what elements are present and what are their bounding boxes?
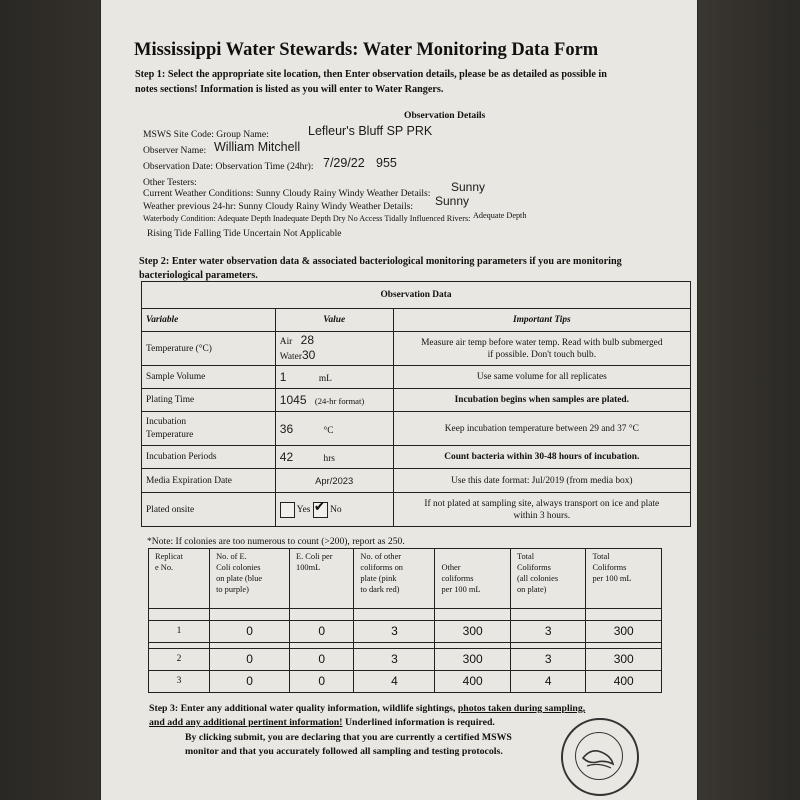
air-label: Air — [279, 336, 293, 347]
ecoli-colonies: 0 — [210, 671, 290, 693]
other-coliforms-per-100ml: 300 — [435, 621, 511, 643]
incubation-periods-label: Incubation Periods — [142, 446, 276, 469]
total-coliforms: 3 — [510, 621, 586, 643]
replicate-number: 2 — [149, 649, 210, 671]
no-label: No — [330, 504, 342, 515]
header-replicate: Replicat e No. — [149, 549, 210, 609]
waterbody-value: Adequate Depth — [473, 211, 527, 220]
media-expiration-value: Apr/2023 — [275, 469, 393, 493]
sample-volume-label: Sample Volume — [142, 366, 276, 389]
step3-line3: By clicking submit, you are declaring that you are currently a certified MSWS — [185, 732, 512, 743]
plated-onsite-tip-line1: If not plated at sampling site, always transport on ice and plate — [424, 498, 660, 509]
incubation-temp-label — [142, 412, 276, 446]
incubation-temp-unit: °C — [323, 425, 334, 436]
air-value: 28 — [300, 332, 314, 347]
temperature-tip-line2: if possible. Don't touch bulb. — [487, 349, 597, 360]
row-incubation-periods — [142, 446, 691, 469]
plating-time-number: 1045 — [279, 393, 307, 407]
ecoli-per-100ml: 0 — [290, 671, 354, 693]
temperature-label: Temperature (°C) — [142, 332, 276, 366]
other-coliforms-per-100ml: 400 — [435, 671, 511, 693]
header-other-coliforms: No. of other coliforms on plate (pink to dark red) — [354, 549, 435, 609]
header-ecoli-colonies: No. of E. Coli colonies on plate (blue to purple) — [210, 549, 290, 609]
observer-label: Observer Name: — [143, 145, 207, 156]
step3-line4: monitor and that you accurately followed all sampling and testing protocols. — [185, 746, 503, 757]
plated-onsite-value — [275, 493, 393, 527]
other-testers-label: Other Testers: — [143, 177, 197, 188]
colony-count-table — [148, 548, 662, 693]
incubation-periods-number: 42 — [279, 450, 294, 464]
total-coliforms: 3 — [510, 649, 586, 671]
temperature-tip-line1: Measure air temp before water temp. Read with bulb submerged — [421, 337, 663, 348]
no-checkbox[interactable] — [313, 498, 328, 518]
date-label: Observation Date: Observation Time (24hr): — [143, 161, 314, 172]
plated-onsite-label: Plated onsite — [142, 493, 276, 527]
step1-line1: Step 1: Select the appropriate site location, then Enter observation details, please be as detailed as possible in — [135, 69, 607, 80]
water-value: 30 — [301, 347, 316, 362]
colony-note: *Note: If colonies are too numerous to count (>200), report as 250. — [147, 536, 405, 547]
col-value: Value — [275, 309, 393, 332]
weather-prev-label: Weather previous 24-hr: Sunny Cloudy Rainy Windy Weather Details: — [143, 201, 414, 212]
colony-header-row — [149, 549, 662, 609]
ecoli-colonies: 0 — [210, 649, 290, 671]
background-right — [698, 0, 800, 800]
media-expiration-tip: Use this date format: Jul/2019 (from media box) — [393, 469, 690, 493]
paper-form — [101, 0, 697, 800]
time-value: 955 — [376, 156, 397, 170]
sample-volume-tip: Use same volume for all replicates — [393, 366, 690, 389]
ecoli-per-100ml: 0 — [290, 649, 354, 671]
background-left — [0, 0, 100, 800]
weather-current-value: Sunny — [451, 180, 486, 194]
sample-volume-value — [275, 366, 393, 389]
site-code-value: Lefleur's Bluff SP PRK — [308, 124, 433, 138]
media-expiration-label: Media Expiration Date — [142, 469, 276, 493]
form-title: Mississippi Water Stewards: Water Monitoring Data Form — [134, 40, 599, 60]
replicate-number: 1 — [149, 621, 210, 643]
table-row — [149, 671, 662, 693]
seal-emblem-icon — [561, 718, 635, 792]
sample-volume-number: 1 — [279, 370, 287, 384]
plating-time-value — [275, 389, 393, 412]
table-row — [149, 649, 662, 671]
incubation-periods-value — [275, 446, 393, 469]
incubation-temp-number: 36 — [279, 421, 294, 436]
total-coliforms: 4 — [510, 671, 586, 693]
header-total-coliforms-per-100ml: Total Coliforms per 100 mL — [586, 549, 662, 609]
total-coliforms-per-100ml: 300 — [586, 649, 662, 671]
yes-label: Yes — [296, 504, 311, 515]
header-other-coliforms-per-100ml: Other coliforms per 100 mL — [435, 549, 511, 609]
waterbody-label: Waterbody Condition: Adequate Depth Inadequate Depth Dry No Access Tidally Influenced Rivers: — [143, 214, 471, 223]
step3-line1: Step 3: Enter any additional water quality information, wildlife sightings, photos taken during sampling, — [149, 703, 586, 714]
row-incubation-temperature — [142, 412, 691, 446]
observer-value: William Mitchell — [214, 140, 301, 154]
header-ecoli-per-100ml: E. Coli per 100mL — [290, 549, 354, 609]
step1-line2: notes sections! Information is listed as you will enter to Water Rangers. — [135, 84, 444, 95]
row-temperature — [142, 332, 691, 366]
col-tips: Important Tips — [393, 309, 690, 332]
other-coliforms: 4 — [354, 671, 435, 693]
plating-time-label: Plating Time — [142, 389, 276, 412]
step2-line2: bacteriological parameters. — [139, 270, 258, 281]
total-coliforms-per-100ml: 400 — [586, 671, 662, 693]
plating-time-unit: (24-hr format) — [314, 396, 365, 406]
weather-current-label: Current Weather Conditions: Sunny Cloudy Rainy Windy Weather Details: — [143, 188, 431, 199]
incubation-temp-value — [275, 412, 393, 446]
sample-volume-unit: mL — [318, 374, 332, 384]
temperature-tip — [393, 332, 690, 366]
temperature-value — [275, 332, 393, 366]
observation-data-heading: Observation Data — [142, 282, 691, 309]
site-code-label: MSWS Site Code: Group Name: — [143, 129, 269, 140]
yes-checkbox[interactable] — [280, 502, 295, 518]
row-plating-time — [142, 389, 691, 412]
total-coliforms-per-100ml: 300 — [586, 621, 662, 643]
replicate-number: 3 — [149, 671, 210, 693]
ecoli-per-100ml: 0 — [290, 621, 354, 643]
checkmark-icon: ✔ — [313, 498, 326, 515]
other-coliforms-per-100ml: 300 — [435, 649, 511, 671]
observation-details-heading: Observation Details — [404, 110, 486, 121]
incubation-periods-tip: Count bacteria within 30-48 hours of incubation. — [393, 446, 690, 469]
incubation-temp-tip: Keep incubation temperature between 29 and 37 °C — [393, 412, 690, 446]
plating-time-tip: Incubation begins when samples are plated. — [393, 389, 690, 412]
row-media-expiration — [142, 469, 691, 493]
observation-data-table — [141, 281, 691, 527]
row-plated-onsite — [142, 493, 691, 527]
incubation-periods-unit: hrs — [323, 454, 335, 464]
other-coliforms: 3 — [354, 621, 435, 643]
tide-options: Rising Tide Falling Tide Uncertain Not Applicable — [147, 228, 342, 239]
step3-line2: and add any additional pertinent information! Underlined information is required. — [149, 717, 495, 728]
incubation-temp-label-line1: Incubation — [146, 416, 187, 427]
ecoli-colonies: 0 — [210, 621, 290, 643]
date-value: 7/29/22 — [323, 156, 365, 170]
header-total-coliforms: Total Coliforms (all colonies on plate) — [510, 549, 586, 609]
weather-prev-value: Sunny — [435, 194, 470, 208]
row-sample-volume — [142, 366, 691, 389]
table-row — [149, 621, 662, 643]
incubation-temp-label-line2: Temperature — [146, 429, 194, 440]
plated-onsite-tip-line2: within 3 hours. — [513, 510, 571, 521]
water-label: Water — [279, 351, 302, 362]
plated-onsite-tip — [393, 493, 690, 527]
step2-line1: Step 2: Enter water observation data & associated bacteriological monitoring parameters if you are monitoring — [139, 256, 622, 267]
col-variable: Variable — [142, 309, 276, 332]
other-coliforms: 3 — [354, 649, 435, 671]
